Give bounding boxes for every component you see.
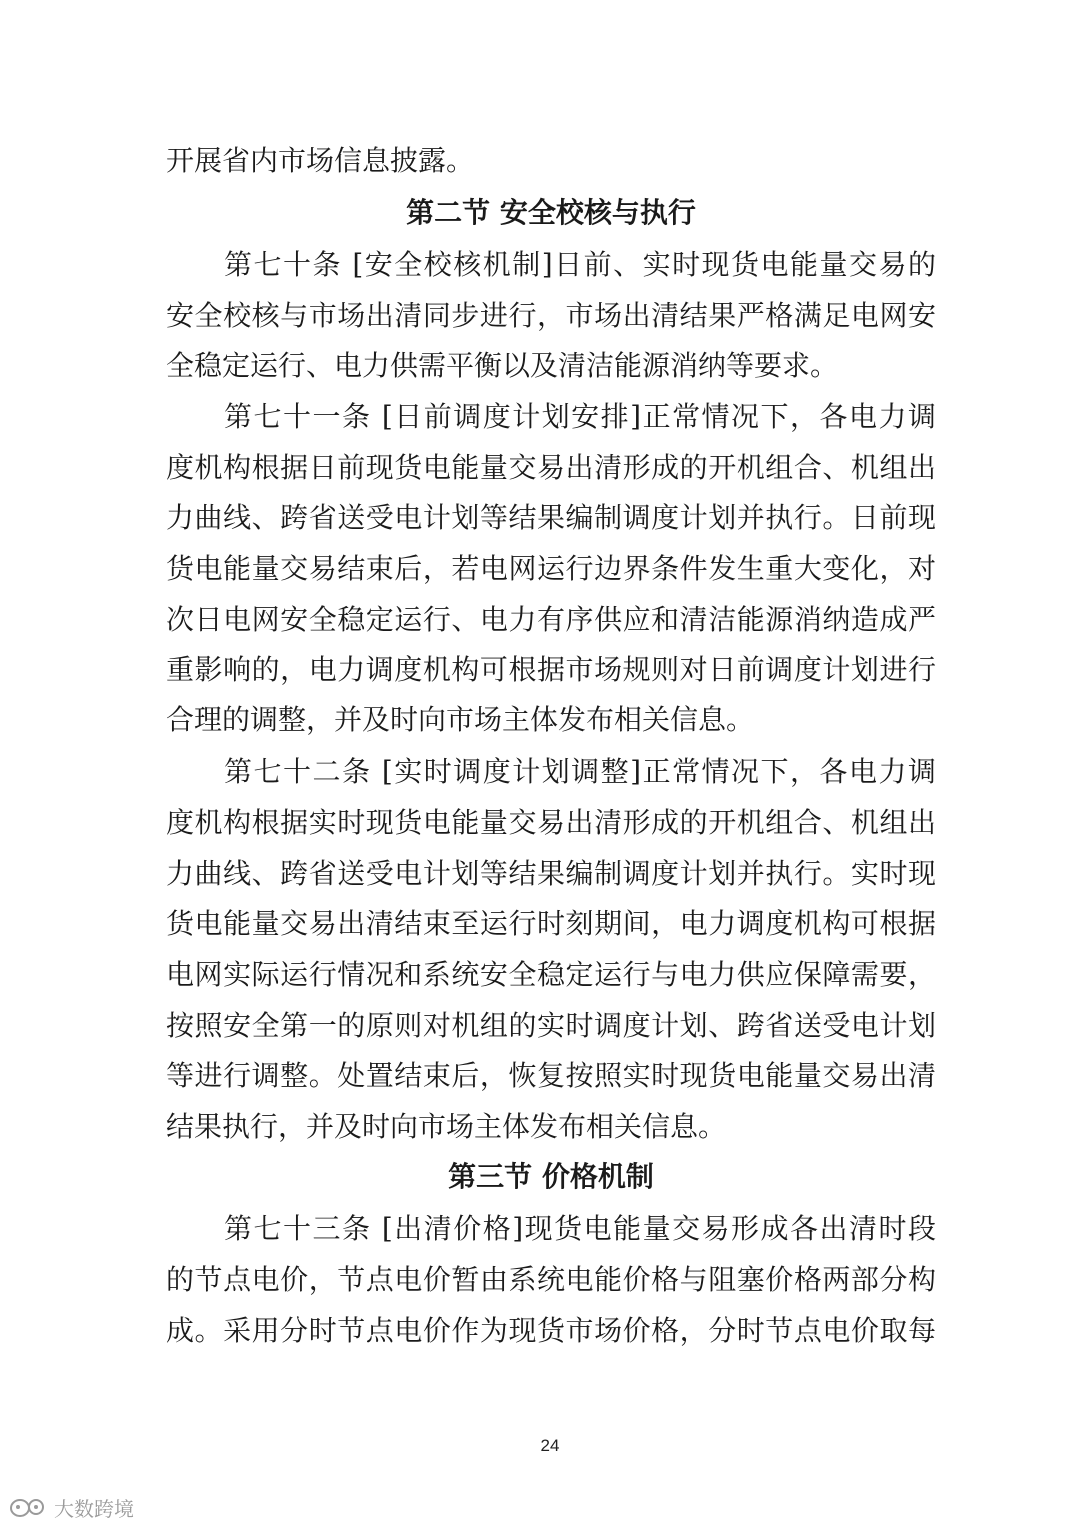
text-line: 力曲线、跨省送受电计划等结果编制调度计划并执行。日前现 <box>166 501 936 534</box>
text-line: 货电能量交易出清结束至运行时刻期间，电力调度机构可根据 <box>166 907 936 940</box>
text-line: 全稳定运行、电力供需平衡以及清洁能源消纳等要求。 <box>166 349 839 382</box>
article-first-line: 第七十一条 [日前调度计划安排]正常情况下，各电力调 <box>224 400 936 433</box>
article-first-line: 第七十条 [安全校核机制]日前、实时现货电能量交易的 <box>224 248 936 281</box>
text-line: 电网实际运行情况和系统安全稳定运行与电力供应保障需要， <box>166 958 936 991</box>
page-number: 24 <box>540 1436 560 1455</box>
text-line: 成。采用分时节点电价作为现货市场价格，分时节点电价取每 <box>166 1314 936 1347</box>
text-line: 货电能量交易结束后，若电网运行边界条件发生重大变化，对 <box>166 552 936 585</box>
text-line: 的节点电价，节点电价暂由系统电能价格与阻塞价格两部分构 <box>166 1263 936 1296</box>
text-line: 度机构根据实时现货电能量交易出清形成的开机组合、机组出 <box>166 806 936 839</box>
text-line: 度机构根据日前现货电能量交易出清形成的开机组合、机组出 <box>166 451 936 484</box>
text-line: 合理的调整，并及时向市场主体发布相关信息。 <box>166 703 755 736</box>
text-line: 次日电网安全稳定运行、电力有序供应和清洁能源消纳造成严 <box>166 603 936 636</box>
watermark <box>8 1492 134 1522</box>
article-first-line: 第七十三条 [出清价格]现货电能量交易形成各出清时段 <box>224 1212 936 1245</box>
article-first-line: 第七十二条 [实时调度计划调整]正常情况下，各电力调 <box>224 755 936 788</box>
text-line: 力曲线、跨省送受电计划等结果编制调度计划并执行。实时现 <box>166 857 936 890</box>
text-line: 结果执行，并及时向市场主体发布相关信息。 <box>166 1110 727 1143</box>
watermark-logo-icon <box>8 1496 48 1518</box>
section-heading: 第三节 价格机制 <box>448 1160 654 1193</box>
text-line: 等进行调整。处置结束后，恢复按照实时现货电能量交易出清 <box>166 1059 936 1092</box>
section-heading: 第二节 安全校核与执行 <box>406 196 696 229</box>
text-line: 开展省内市场信息披露。 <box>166 144 475 177</box>
text-line: 安全校核与市场出清同步进行，市场出清结果严格满足电网安 <box>166 299 936 332</box>
text-line: 重影响的，电力调度机构可根据市场规则对日前调度计划进行 <box>166 653 936 686</box>
text-line: 按照安全第一的原则对机组的实时调度计划、跨省送受电计划 <box>166 1009 936 1042</box>
watermark-text: 大数跨境 <box>54 1496 134 1521</box>
